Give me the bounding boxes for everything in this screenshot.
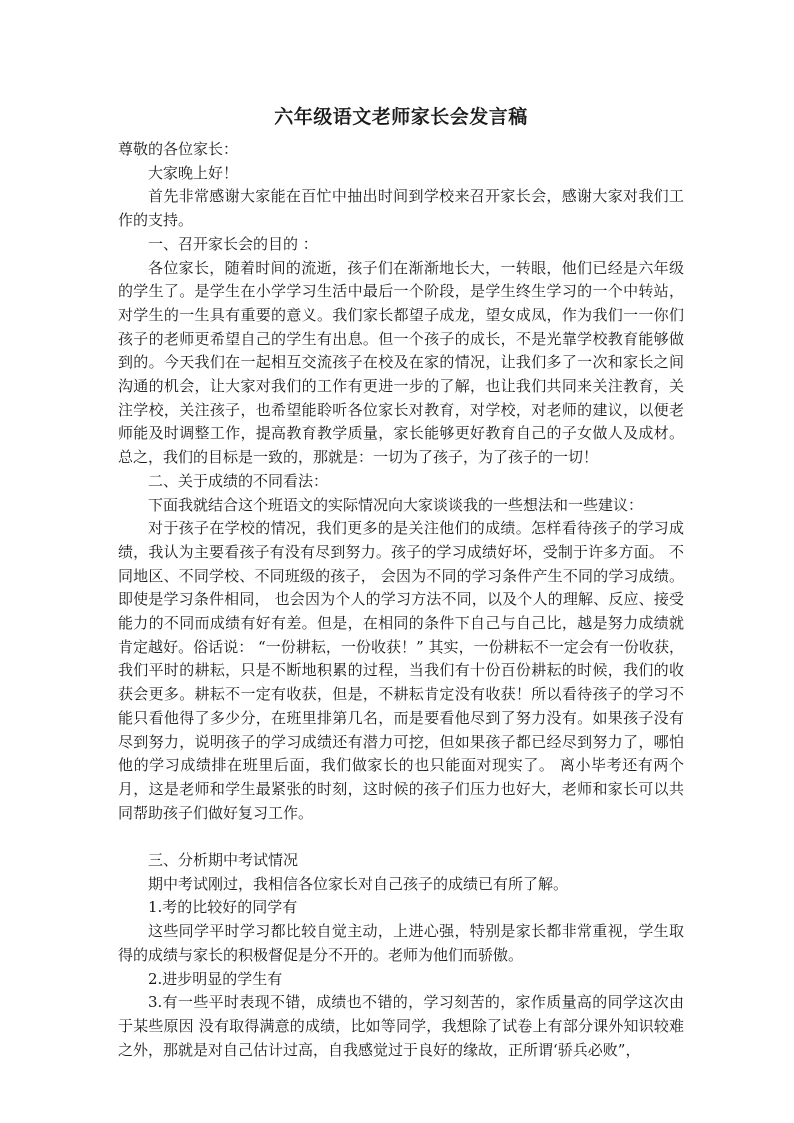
list-item-improved-students: 2.进步明显的学生有 bbox=[148, 969, 283, 988]
paragraph-midterm: 期中考试刚过，我相信各位家长对自己孩子的成绩已有所了解。 bbox=[148, 874, 569, 893]
blank-line bbox=[118, 825, 684, 849]
list-item-good-students: 1.考的比较好的同学有 bbox=[148, 898, 298, 917]
document-page bbox=[118, 104, 684, 1062]
section-heading-midterm: 三、分析期中考试情况 bbox=[148, 851, 299, 870]
document-title: 六年级语文老师家长会发言稿 bbox=[274, 106, 528, 128]
paragraph-thanks: 首先非常感谢大家能在百忙中抽出时间到学校来召开家长会，感谢大家对我们工作的支持。 bbox=[118, 187, 684, 230]
section-heading-purpose: 一、召开家长会的目的 ： bbox=[148, 234, 318, 253]
paragraph-underperformed-students: 3.有一些平时表现不错，成绩也不错的，学习刻苦的，家作质量高的同学这次由于某些原因 没有取得满意的成绩，比如等同学，我想除了试卷上有部分课外知识较难之外，那就是对自己估计过高，自我感觉过于良好的缘故，正所谓‘骄兵必败”， bbox=[118, 993, 684, 1059]
salutation: 尊敬的各位家长： bbox=[118, 140, 239, 158]
greeting: 大家晚上好！ bbox=[148, 163, 239, 182]
paragraph-good-students: 这些同学平时学习都比较自觉主动，上进心强，特别是家长都非常重视，学生取得的成绩与家长的积极督促是分不开的。老师为他们而骄傲。 bbox=[118, 922, 684, 964]
paragraph-purpose: 各位家长，随着时间的流逝，孩子们在渐渐地长大，一转眼，他们已经是六年级的学生了。是学生在小学学习生活中最后一个阶段，是学生终生学习的一个中转站，对学生的一生具有重要的意义。我们家长都望子成龙，望女成凤，作为我们一一你们孩子的老师更希望自己的学生有出息。但一个孩子的成长，不是光靠学校教育能够做到的。今天我们在一起相互交流孩子在校及在家的情况，让我们多了一次和家长之间沟通的机会，让大家对我们的工作有更进一步的了解，也让我们共同来关注教育，关注学校，关注孩子，也希望能聆听各位家长对教育，对学校，对老师的建议，以便老师能及时调整工作，提高教育教学质量，家长能够更好教育自己的子女做人及成材。总之，我们的目标是一致的，那就是：一切为了孩子，为了孩子的一切！ bbox=[118, 258, 684, 467]
paragraph-grades: 对于孩子在学校的情况，我们更多的是关注他们的成绩。怎样看待孩子的学习成绩，我认为主要看孩子有没有尽到努力。孩子的学习成绩好坏，受制于许多方面。 不同地区、不同学校、不同班级的孩子， 会因为不同的学习条件产生不同的学习成绩。即使是学习条件相同， 也会因为个人的学习方法不同，以及个人的理解、反应、接受能力的不同而成绩有好有差。但是，在相同的条件下自己与自己比，越是努力成绩就肯定越好。俗话说： “一份耕耘，一份收获！” 其实，一份耕耘不一定会有一份收获，我们平时的耕耘，只是不断地积累的过程，当我们有十份百份耕耘的时候，我们的收获会更多。耕耘不一定有收获，但是，不耕耘肯定没有收获！所以看待孩子的学习不能只看他得了多少分，在班里排第几名，而是要看他尽到了努力没有。如果孩子没有尽到努力，说明孩子的学习成绩还有潜力可挖，但如果孩子都已经尽到努力了，哪怕他的学习成绩排在班里后面，我们做家长的也只能面对现实了。 离小毕考还有两个月，这是老师和学生最紧张的时刻，这时候的孩子们压力也好大，老师和家长可以共同帮助孩子们做好复习工作。 bbox=[118, 519, 684, 822]
section-heading-grades: 二、关于成绩的不同看法： bbox=[148, 471, 329, 490]
paragraph-intro-suggestions: 下面我就结合这个班语文的实际情况向大家谈谈我的一些想法和一些建议： bbox=[148, 495, 644, 514]
